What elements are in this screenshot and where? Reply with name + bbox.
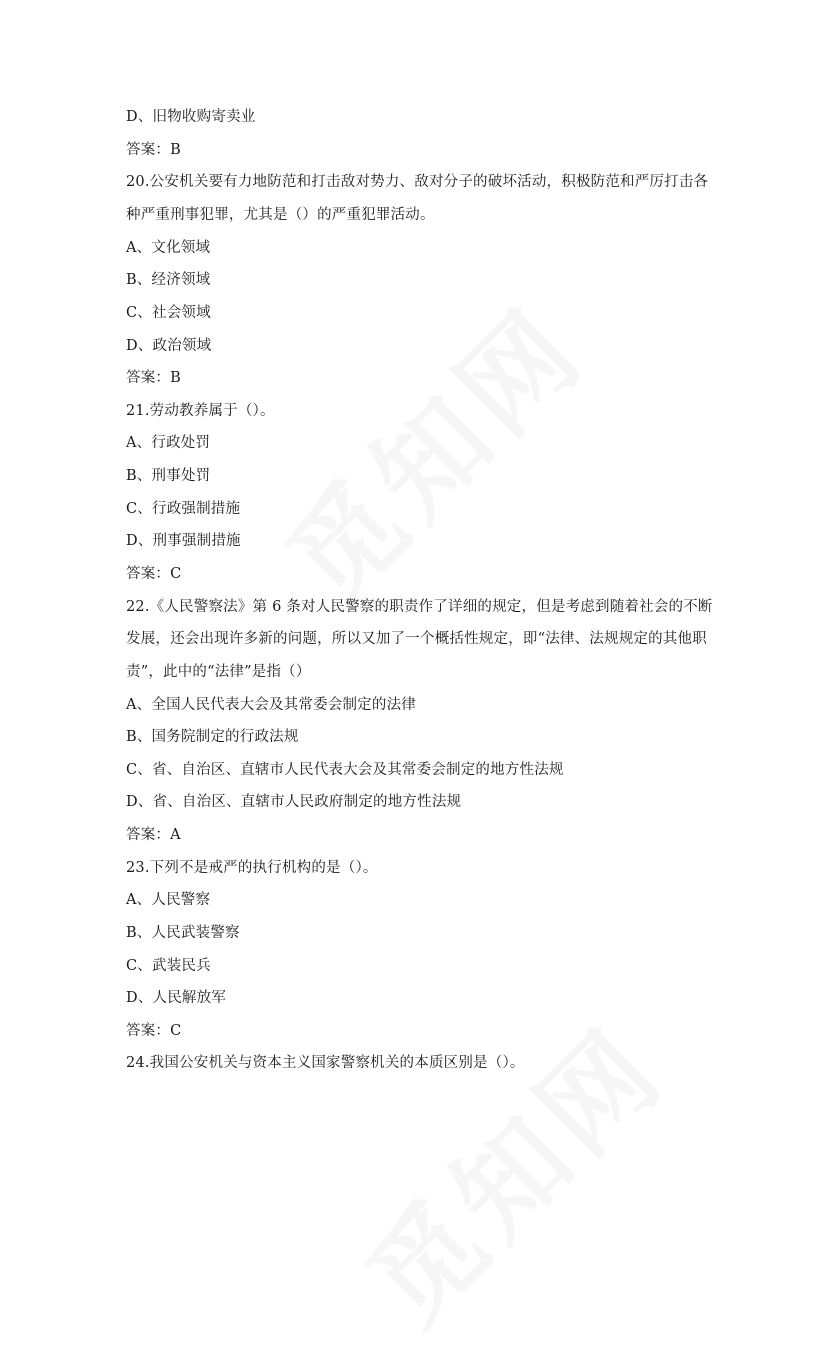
answer-line: 答案：B bbox=[126, 370, 181, 386]
question-line: 22.《人民警察法》第 6 条对人民警察的职责作了详细的规定，但是考虑到随着社会的不断 bbox=[126, 599, 713, 615]
option-line: B、人民武装警察 bbox=[126, 925, 240, 941]
option-line: C、行政强制措施 bbox=[126, 501, 241, 517]
question-line: 23.下列不是戒严的执行机构的是（）。 bbox=[126, 860, 378, 876]
answer-line: 答案：B bbox=[126, 142, 181, 158]
question-line: 责”，此中的“法律”是指（） bbox=[126, 664, 311, 680]
option-line: A、行政处罚 bbox=[126, 435, 211, 451]
option-line: B、经济领域 bbox=[126, 272, 211, 288]
option-line: D、人民解放军 bbox=[126, 990, 227, 1006]
option-line: B、国务院制定的行政法规 bbox=[126, 729, 299, 745]
question-line: 种严重刑事犯罪，尤其是（）的严重犯罪活动。 bbox=[126, 207, 435, 223]
option-line: D、旧物收购寄卖业 bbox=[126, 109, 256, 125]
option-line: C、社会领域 bbox=[126, 305, 211, 321]
question-line: 20.公安机关要有力地防范和打击敌对势力、敌对分子的破坏活动，积极防范和严厉打击各 bbox=[126, 174, 709, 190]
answer-line: 答案：C bbox=[126, 566, 182, 582]
option-line: A、人民警察 bbox=[126, 892, 211, 908]
question-line: 21.劳动教养属于（）。 bbox=[126, 403, 275, 419]
option-line: B、刑事处罚 bbox=[126, 468, 211, 484]
option-line: A、全国人民代表大会及其常委会制定的法律 bbox=[126, 697, 416, 713]
option-line: D、刑事强制措施 bbox=[126, 533, 241, 549]
question-line: 24.我国公安机关与资本主义国家警察机关的本质区别是（）。 bbox=[126, 1055, 525, 1071]
option-line: C、省、自治区、直辖市人民代表大会及其常委会制定的地方性法规 bbox=[126, 762, 564, 778]
option-line: C、武装民兵 bbox=[126, 958, 211, 974]
question-line: 发展，还会出现许多新的问题，所以又加了一个概括性规定，即“法律、法规规定的其他职 bbox=[126, 631, 707, 647]
answer-line: 答案：A bbox=[126, 827, 181, 843]
answer-line: 答案：C bbox=[126, 1023, 182, 1039]
option-line: D、政治领域 bbox=[126, 338, 212, 354]
option-line: A、文化领域 bbox=[126, 240, 211, 256]
option-line: D、省、自治区、直辖市人民政府制定的地方性法规 bbox=[126, 794, 462, 810]
